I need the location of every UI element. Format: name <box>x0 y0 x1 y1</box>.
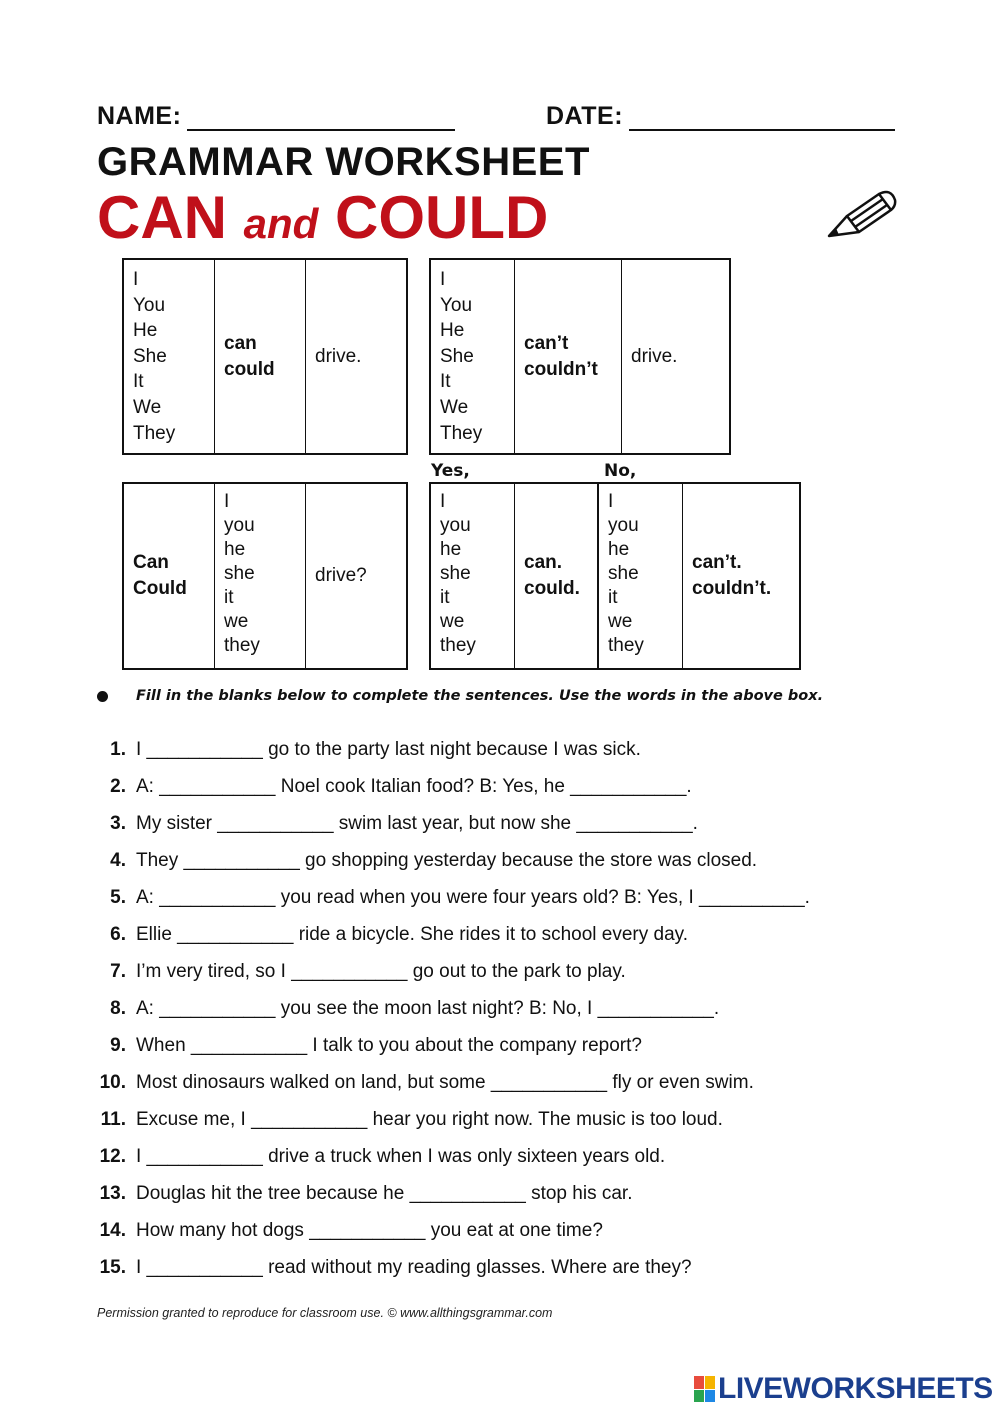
question-text[interactable]: A: ___________ Noel cook Italian food? B: Yes, he ___________. <box>136 776 692 797</box>
negative-table <box>429 258 731 455</box>
question-number: 12. <box>99 1146 126 1167</box>
pronoun: It <box>440 371 451 393</box>
question-item <box>92 813 698 835</box>
question-modal-column <box>124 484 215 668</box>
question-text[interactable]: I ___________ read without my reading glasses. Where are they? <box>136 1257 692 1278</box>
question-item <box>92 850 757 872</box>
question-text[interactable]: Excuse me, I ___________ hear you right now. The music is too loud. <box>136 1109 723 1130</box>
pronoun: I <box>440 491 446 512</box>
question-item <box>92 739 641 761</box>
modal-word: can’t <box>524 332 569 354</box>
worksheet-title: GRAMMAR WORKSHEET <box>97 140 590 184</box>
question-item <box>92 924 688 946</box>
pronoun: It <box>133 371 144 393</box>
yes-label: Yes, <box>431 461 470 481</box>
modal-word: can’t. <box>692 552 742 574</box>
pronoun: You <box>133 294 166 316</box>
pronoun: We <box>133 396 162 418</box>
brand-name: LIVEWORKSHEETS <box>718 1372 993 1405</box>
name-label: NAME: <box>97 102 182 130</box>
negative-verb-column <box>622 260 729 453</box>
question-item <box>92 1183 632 1205</box>
subtitle-can: CAN <box>97 184 244 251</box>
question-number: 3. <box>110 813 126 834</box>
modal-word: could. <box>524 578 580 599</box>
question-item <box>92 998 719 1020</box>
question-number: 9. <box>110 1035 126 1056</box>
pronoun: it <box>440 587 450 608</box>
question-number: 5. <box>110 887 126 908</box>
affirmative-modal-column <box>215 260 306 453</box>
question-number: 4. <box>110 850 126 871</box>
question-text[interactable]: A: ___________ you see the moon last night? B: No, I ___________. <box>136 998 720 1019</box>
pencil-icon <box>825 186 897 244</box>
affirmative-table <box>122 258 408 455</box>
verb: drive? <box>315 565 367 587</box>
verb: drive. <box>631 345 678 367</box>
modal-word: couldn’t <box>524 358 598 380</box>
pronoun: I <box>440 269 446 290</box>
question-number: 15. <box>99 1257 126 1278</box>
question-number: 7. <box>110 961 126 982</box>
pronoun: you <box>224 515 255 536</box>
question-number: 6. <box>110 924 126 945</box>
pronoun: I <box>133 269 139 290</box>
question-item <box>92 1109 723 1131</box>
pronoun: They <box>440 422 483 444</box>
name-blank[interactable] <box>187 109 455 131</box>
pronoun: He <box>133 320 158 342</box>
question-item <box>92 1035 642 1057</box>
question-number: 8. <box>110 998 126 1019</box>
pronoun: we <box>440 611 465 632</box>
question-number: 10. <box>99 1072 126 1093</box>
modal-word: can <box>224 332 257 354</box>
pronoun: we <box>224 611 249 632</box>
pronoun: it <box>224 587 234 608</box>
question-item <box>92 887 810 909</box>
yes-pronoun-column <box>431 484 515 668</box>
verb: drive. <box>315 345 362 367</box>
question-text[interactable]: I ___________ drive a truck when I was only sixteen years old. <box>136 1146 666 1167</box>
question-text[interactable]: Most dinosaurs walked on land, but some ___________ fly or even swim. <box>136 1072 754 1093</box>
question-table <box>122 482 408 670</box>
question-verb-column <box>306 484 406 668</box>
question-pronoun-column <box>215 484 306 668</box>
question-item <box>92 1220 603 1242</box>
affirmative-verb-column <box>306 260 406 453</box>
question-text[interactable]: Douglas hit the tree because he ___________ stop his car. <box>136 1183 633 1204</box>
pronoun: you <box>608 515 639 536</box>
negative-modal-column <box>515 260 622 453</box>
pronoun: they <box>608 635 644 656</box>
question-text[interactable]: My sister ___________ swim last year, but now she ___________. <box>136 813 698 834</box>
instructions <box>97 688 823 704</box>
subtitle-and: and <box>243 200 319 247</box>
question-number: 2. <box>110 776 126 797</box>
modal-word: Can <box>133 552 169 574</box>
pronoun: She <box>440 345 474 367</box>
question-item <box>92 961 626 983</box>
question-text[interactable]: Ellie ___________ ride a bicycle. She rides it to school every day. <box>136 924 689 945</box>
pronoun: we <box>608 611 633 632</box>
pronoun: she <box>608 563 639 584</box>
date-label: DATE: <box>546 102 624 130</box>
pronoun: He <box>440 320 465 342</box>
question-item <box>92 776 692 798</box>
question-text[interactable]: I ___________ go to the party last night because I was sick. <box>136 739 641 760</box>
pronoun: you <box>440 515 471 536</box>
pronoun: he <box>608 539 630 560</box>
question-item <box>92 1257 692 1279</box>
pronoun: they <box>224 635 260 656</box>
pronoun: They <box>133 422 176 444</box>
question-number: 13. <box>99 1183 126 1204</box>
yes-modal-column <box>515 484 599 668</box>
modal-word: can. <box>524 552 563 574</box>
pronoun: She <box>133 345 167 367</box>
pronoun: You <box>440 294 473 316</box>
pronoun: she <box>440 563 471 584</box>
no-label: No, <box>604 461 637 481</box>
pronoun: I <box>224 491 230 512</box>
modal-word: could <box>224 358 275 380</box>
date-field <box>546 102 895 131</box>
date-blank[interactable] <box>629 109 895 131</box>
pronoun: he <box>224 539 246 560</box>
question-number: 14. <box>99 1220 126 1241</box>
pronoun: she <box>224 563 255 584</box>
pronoun: it <box>608 587 618 608</box>
question-text[interactable]: They ___________ go shopping yesterday because the store was closed. <box>136 850 758 871</box>
short-answer-table <box>429 482 801 670</box>
pronoun: We <box>440 396 469 418</box>
question-number: 11. <box>100 1109 126 1130</box>
question-text[interactable]: When ___________ I talk to you about the company report? <box>136 1035 642 1056</box>
subtitle-could: COULD <box>318 184 549 251</box>
question-text[interactable]: I’m very tired, so I ___________ go out to the park to play. <box>136 961 626 982</box>
no-pronoun-column <box>599 484 683 668</box>
name-field <box>97 102 455 131</box>
liveworksheets-brand[interactable] <box>694 1372 993 1406</box>
permission-footer: Permission granted to reproduce for classroom use. © www.allthingsgrammar.com <box>97 1306 553 1320</box>
modal-word: Could <box>133 578 187 599</box>
pronoun: they <box>440 635 476 656</box>
question-item <box>92 1072 754 1094</box>
question-text[interactable]: How many hot dogs ___________ you eat at one time? <box>136 1220 603 1241</box>
question-number: 1. <box>110 739 126 760</box>
affirmative-pronoun-column <box>124 260 215 453</box>
pronoun: I <box>608 491 614 512</box>
bullet-icon <box>97 691 108 702</box>
pronoun: he <box>440 539 462 560</box>
instructions-text: Fill in the blanks below to complete the sentences. Use the words in the above box. <box>136 688 824 704</box>
liveworksheets-logo-icon <box>694 1376 715 1402</box>
negative-pronoun-column <box>431 260 515 453</box>
question-text[interactable]: A: ___________ you read when you were four years old? B: Yes, I __________. <box>136 887 810 908</box>
modal-word: couldn’t. <box>692 578 772 599</box>
question-item <box>92 1146 665 1168</box>
no-modal-column <box>683 484 799 668</box>
worksheet-subtitle <box>97 183 548 252</box>
